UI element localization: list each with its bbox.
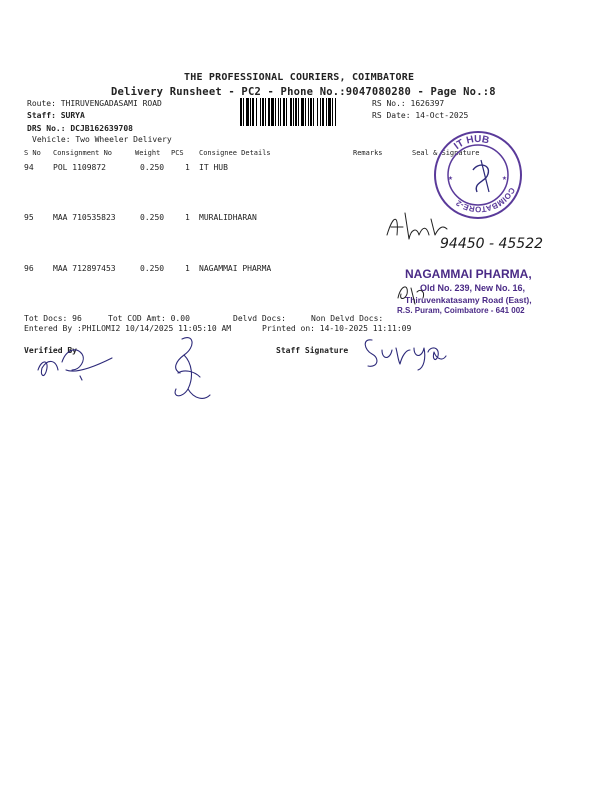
handwritten-phone: 94450 - 45522 bbox=[440, 236, 544, 252]
barcode-bar bbox=[243, 98, 244, 126]
vehicle: Vehicle: Two Wheeler Delivery bbox=[32, 135, 172, 144]
header-consignee: Consignee Details bbox=[199, 149, 271, 157]
barcode-bar bbox=[298, 98, 299, 126]
barcode-bar bbox=[250, 98, 251, 126]
barcode-bar bbox=[308, 98, 309, 126]
row-consignee: IT HUB bbox=[199, 163, 228, 172]
barcode-bar bbox=[301, 98, 304, 126]
row-consignment: MAA 710535823 bbox=[53, 213, 116, 222]
rs-date: RS Date: 14-Oct-2025 bbox=[372, 111, 469, 120]
barcode-bar bbox=[278, 98, 279, 126]
staff: Staff: SURYA bbox=[27, 111, 85, 120]
svg-text:★: ★ bbox=[502, 173, 507, 182]
barcode-bar bbox=[286, 98, 287, 126]
total-cod: Tot COD Amt: 0.00 bbox=[108, 314, 190, 323]
nagammai-stamp-line3: Thiruvenkatasamy Road (East), bbox=[405, 295, 532, 305]
barcode-bar bbox=[313, 98, 314, 126]
nagammai-signature bbox=[395, 278, 435, 308]
row-pcs: 1 bbox=[185, 163, 190, 172]
row-weight: 0.250 bbox=[140, 264, 165, 273]
delivered-docs: Delvd Docs: bbox=[233, 314, 286, 323]
barcode-bar bbox=[293, 98, 294, 126]
barcode-bar bbox=[240, 98, 242, 126]
header-seal: Seal & Signature bbox=[412, 149, 480, 157]
row-consignment: MAA 712897453 bbox=[53, 264, 116, 273]
entered-by: Entered By :PHILOMI2 10/14/2025 11:05:10 AM bbox=[24, 324, 232, 333]
total-docs: Tot Docs: 96 bbox=[24, 314, 82, 323]
barcode-bar bbox=[260, 98, 261, 126]
printed-on: Printed on: 14-10-2025 11:11:09 bbox=[262, 324, 412, 333]
row-sno: 96 bbox=[24, 264, 34, 273]
row-weight: 0.250 bbox=[140, 163, 165, 172]
rs-number: RS No.: 1626397 bbox=[372, 99, 445, 108]
header-sno: S No bbox=[24, 149, 41, 157]
barcode-bar bbox=[317, 98, 318, 126]
row-consignee: NAGAMMAI PHARMA bbox=[199, 264, 272, 273]
barcode-bar bbox=[295, 98, 297, 126]
staff-signature-label: Staff Signature bbox=[276, 346, 349, 355]
barcode-bar bbox=[262, 98, 264, 126]
it-hub-stamp-text: IT HUB bbox=[452, 133, 491, 152]
row-weight: 0.250 bbox=[140, 213, 165, 222]
barcode-bar bbox=[326, 98, 327, 126]
nagammai-stamp-line4: R.S. Puram, Coimbatore - 641 002 bbox=[397, 306, 525, 315]
svg-text:COIMBATORE-2 bbox=[454, 186, 517, 214]
header-consignment: Consignment No bbox=[53, 149, 113, 157]
barcode-bar bbox=[335, 98, 336, 126]
row-sno: 95 bbox=[24, 213, 34, 222]
barcode-bar bbox=[283, 98, 285, 126]
barcode-bar bbox=[305, 98, 306, 126]
row-pcs: 1 bbox=[185, 264, 190, 273]
route: Route: THIRUVENGADASAMI ROAD bbox=[27, 99, 162, 108]
authorized-signature bbox=[164, 333, 224, 413]
barcode-bar bbox=[268, 98, 270, 126]
barcode-bar bbox=[275, 98, 276, 126]
barcode-bar bbox=[256, 98, 257, 126]
barcode-bar bbox=[271, 98, 274, 126]
barcode-bar bbox=[322, 98, 324, 126]
barcode-bar bbox=[332, 98, 333, 126]
it-hub-stamp-city: COIMBATORE-2 bbox=[454, 186, 517, 214]
row-pcs: 1 bbox=[185, 213, 190, 222]
non-delivered-docs: Non Delvd Docs: bbox=[311, 314, 384, 323]
row-sno: 94 bbox=[24, 163, 34, 172]
header-pcs: PCS bbox=[171, 149, 184, 157]
barcode-bar bbox=[320, 98, 321, 126]
barcode-bar bbox=[246, 98, 249, 126]
nagammai-stamp-line1: NAGAMMAI PHARMA, bbox=[405, 267, 532, 281]
drs-number: DRS No.: DCJB162639708 bbox=[27, 124, 133, 133]
barcode-bar bbox=[280, 98, 281, 126]
header-weight: Weight bbox=[135, 149, 161, 157]
verified-by-label: Verified By bbox=[24, 346, 77, 355]
row-consignee: MURALIDHARAN bbox=[199, 213, 257, 222]
barcode-bar bbox=[252, 98, 254, 126]
row-consignment: POL 1109872 bbox=[53, 163, 106, 172]
verifier-signature bbox=[36, 340, 116, 385]
staff-signature bbox=[362, 332, 457, 372]
barcode-bar bbox=[265, 98, 266, 126]
barcode bbox=[240, 98, 370, 126]
nagammai-stamp-line2: Old No. 239, New No. 16, bbox=[420, 283, 526, 293]
barcode-bar bbox=[328, 98, 331, 126]
header-remarks: Remarks bbox=[353, 149, 383, 157]
company-title: THE PROFESSIONAL COURIERS, COIMBATORE bbox=[184, 72, 415, 83]
svg-text:★: ★ bbox=[448, 173, 453, 182]
runsheet-subtitle: Delivery Runsheet - PC2 - Phone No.:9047080280 - Page No.:8 bbox=[111, 86, 496, 98]
barcode-bar bbox=[310, 98, 312, 126]
barcode-bar bbox=[290, 98, 292, 126]
